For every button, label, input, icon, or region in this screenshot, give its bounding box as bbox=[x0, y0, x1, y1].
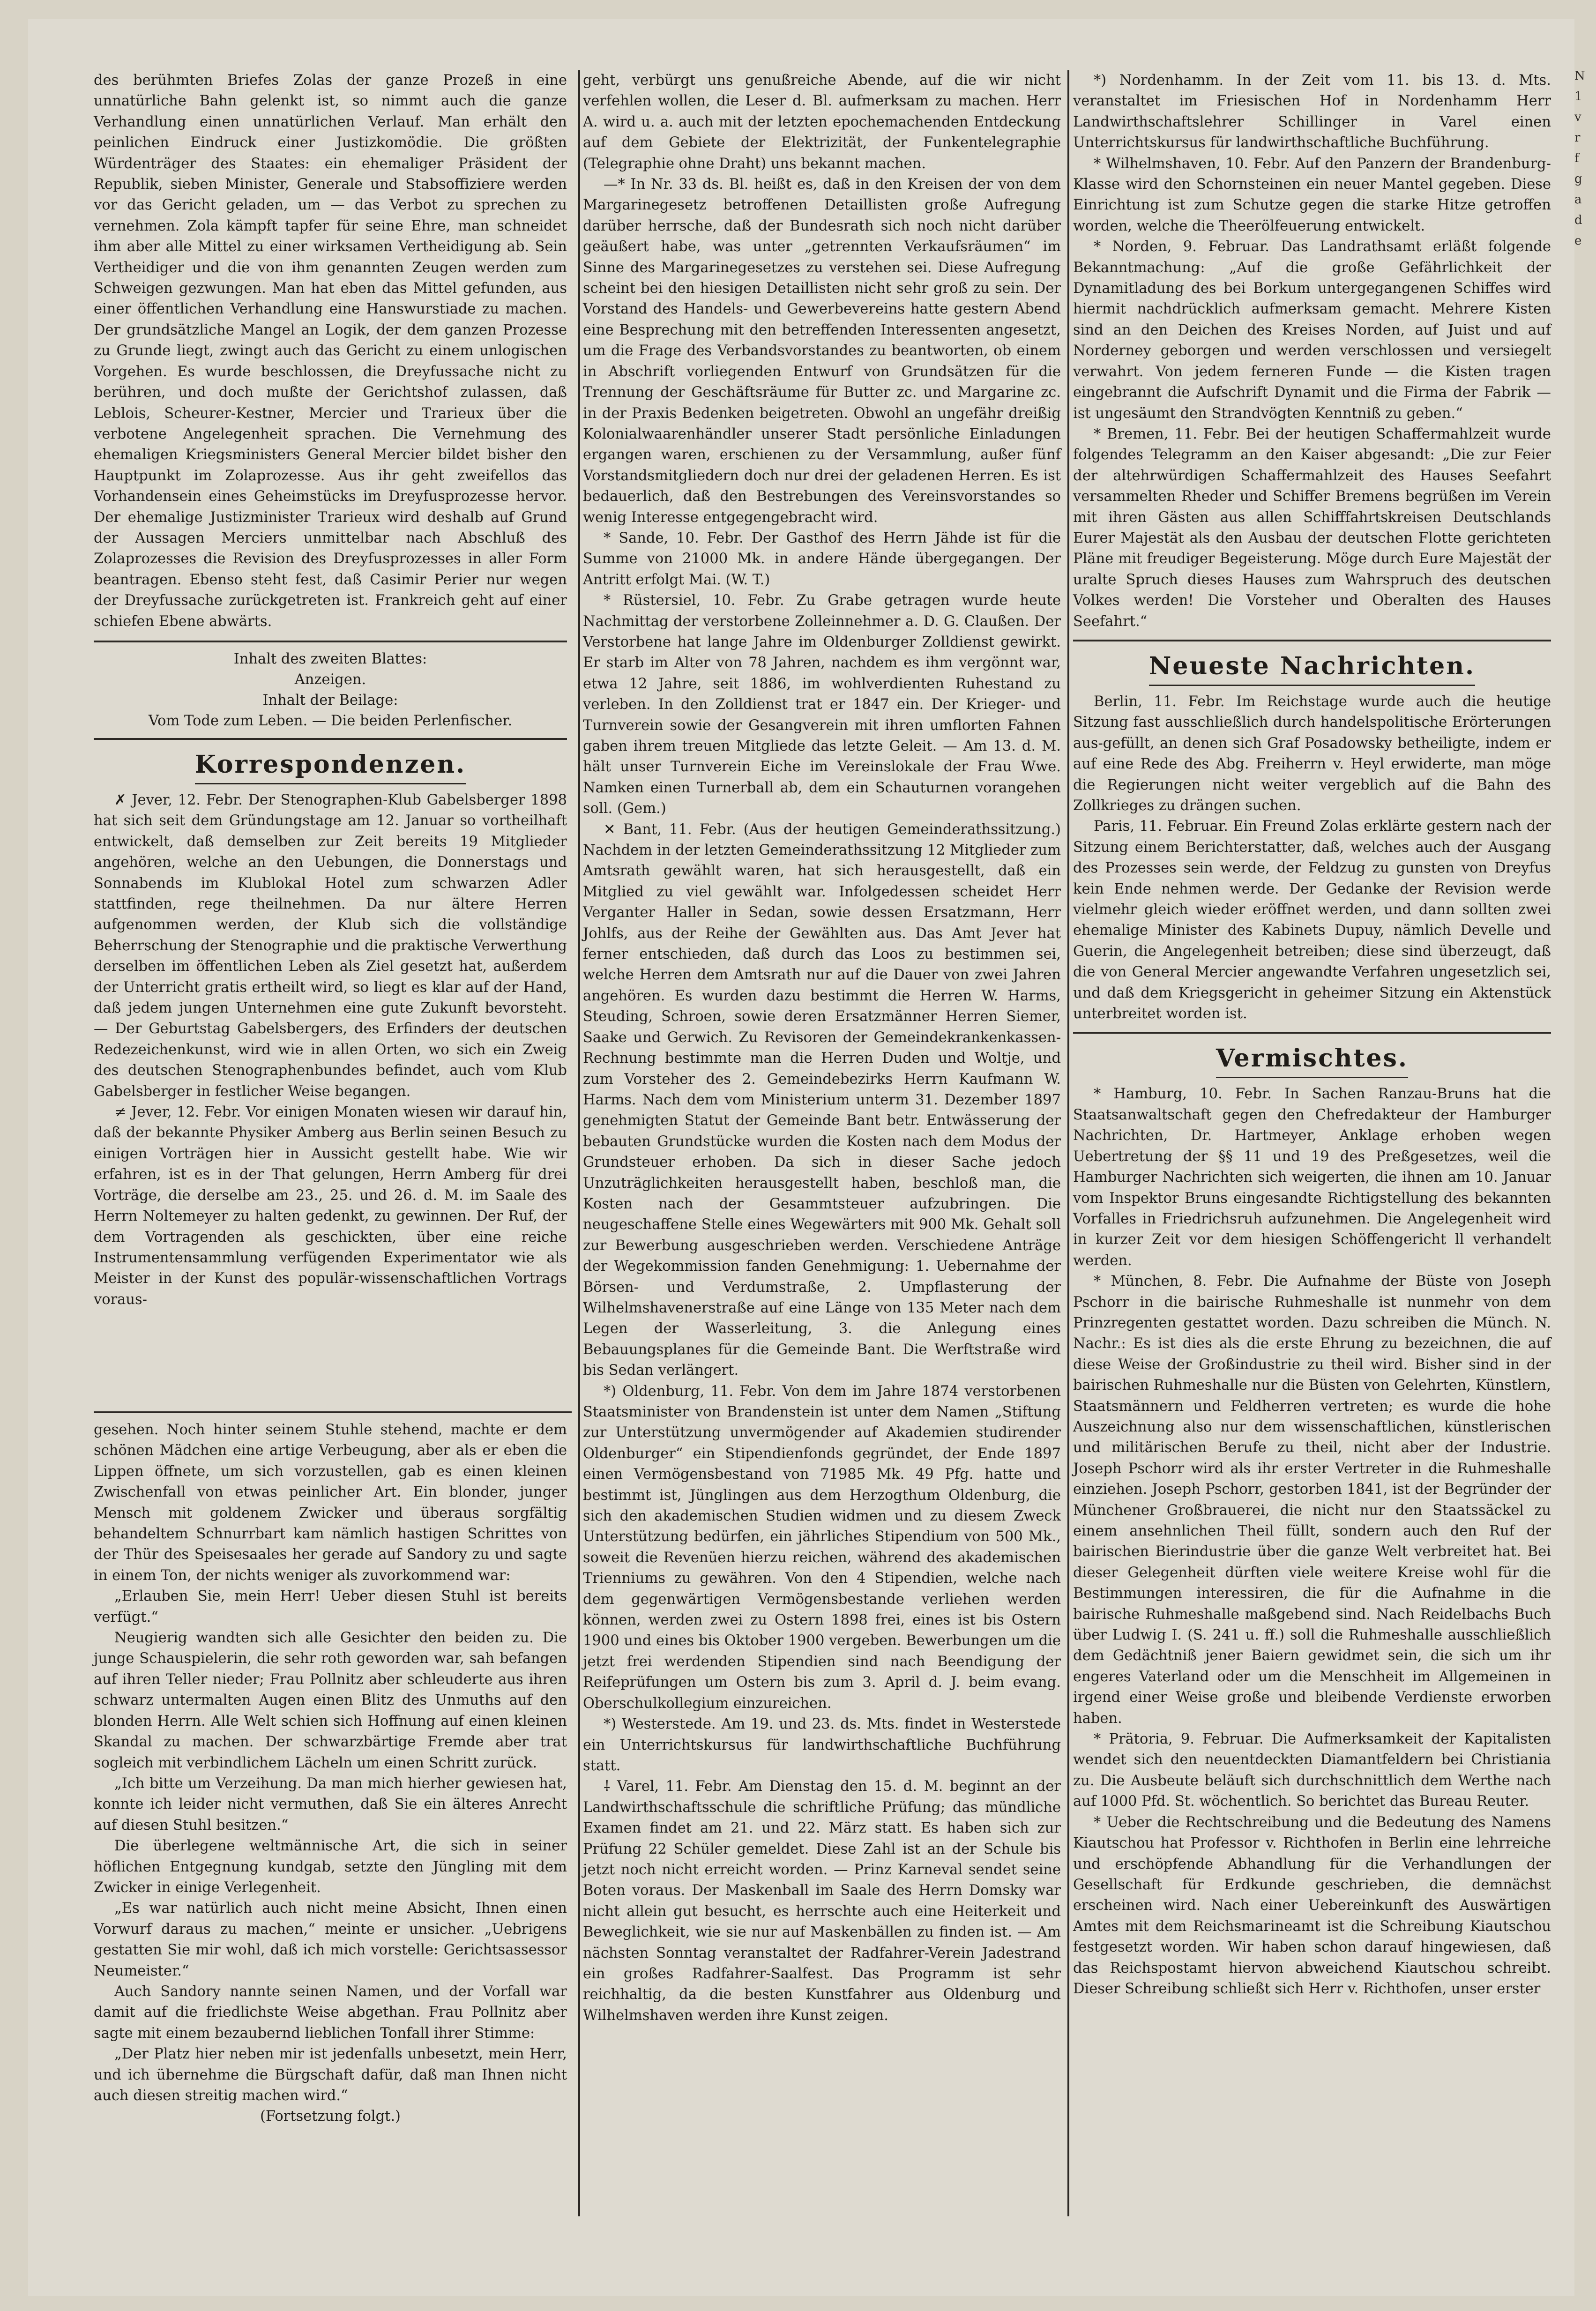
edge-char: d bbox=[1574, 213, 1582, 227]
column-rule-2 bbox=[1067, 70, 1069, 2216]
section-heading-neueste-nachrichten: Neueste Nachrichten. bbox=[1073, 650, 1551, 686]
edge-char: v bbox=[1574, 110, 1581, 124]
story-paragraph: „Erlauben Sie, mein Herr! Ueber diesen Stuhl ist bereits verfügt.“ bbox=[94, 1588, 567, 1625]
continuation-note: (Fortsetzung folgt.) bbox=[260, 2108, 401, 2125]
edge-char: a bbox=[1574, 193, 1582, 207]
column-2 bbox=[583, 70, 1061, 2026]
adjacent-page-edge bbox=[1574, 66, 1596, 2268]
edge-char: 1 bbox=[1574, 89, 1582, 104]
col1-paragraph: des berühmten Briefes Zolas der ganze Prozeß in eine unnatürliche Bahn gelenkt ist, so nimmt auch die ganze Verhandlung einen unnatürlichen Verlauf. Man erhält den peinlichen Eindruck einer Justizkomödie. Die größten Würdenträger des Staates: ein ehemaliger Präsident der Republik, sieben Minister, Generale und Stabsoffiziere werden vor das Gericht geladen, um — das Verbot zu sprechen zu vernehmen. Zola kämpft tapfer für seine Ehre, man schneidet ihm aber alle Mittel zu einer wirksamen Vertheidigung ab. Sein Vertheidiger und die von ihm genannten Zeugen werden zum Schweigen gezwungen. Man hat eben das Mittel gefunden, aus einer öffentlichen Verhandlung eine Hanswurstiade zu machen. Der grundsätzliche Mangel an Logik, der dem ganzen Prozesse zu Grunde liegt, zwingt auch das Gericht zu einem unlogischen Vorgehen. Es wurde beschlossen, die Dreyfussache nicht zu berühren, und doch mußte der Gerichtshof zulassen, daß Leblois, Scheurer-Kestner, Mercier und Trarieux über die verbotene Angelegenheit sprachen. Die Vernehmung des ehemaligen Kriegsministers General Mercier bildet bisher den Hauptpunkt im Zolaprozesse. Aus ihr geht zweifellos das Vorhandensein eines Geheimstücks im Dreyfusprozesse hervor. Der ehemalige Justizminister Trarieux wird deshalb auf Grund der Aussagen Merciers unmittelbar nach Abschluß des Zolaprozesses die Revision des Dreyfusprozesses in aller Form beantragen. Ebenso steht fest, daß Casimir Perier nur wegen der Dreyfussache zurückgetreten ist. Frankreich geht auf einer schiefen Ebene abwärts. bbox=[94, 72, 567, 630]
news-item: ≠ Jever, 12. Febr. Vor einigen Monaten wiesen wir darauf hin, daß der bekannte Physiker Amberg aus Berlin seinen Besuch zu einigen Vorträgen hier in Aussicht gestellt habe. Wie wir erfahren, ist es in der That gelungen, Herrn Amberg für drei Vorträge, die derselbe am 23., 25. und 26. d. M. im Saale des Herrn Noltemeyer zu halten gedenkt, zu gewinnen. Der Ruf, der dem Vortragenden als geschickten, über eine reiche Instrumentensammlung verfügenden Experimentator wie als Meister in der Kunst des populär-wissenschaftlichen Vortrags voraus- bbox=[94, 1104, 567, 1308]
column-1 bbox=[94, 70, 567, 1310]
edge-char: r bbox=[1574, 131, 1581, 145]
news-item: * Norden, 9. Februar. Das Landrathsamt erläßt folgende Bekanntmachung: „Auf die große Gefährlichkeit der Dynamitladung des bei Borkum untergegangenen Schiffes wird hiermit nachdrücklich aufmerksam gemacht. Mehrere Kisten sind an den Deichen des Kreises Norden, auf Juist und auf Norderney geborgen und werden verschlossen und versiegelt verwahrt. Von jedem ferneren Funde — die Kisten tragen eingebrannt die Aufschrift Dynamit und die Firma der Fabrik — ist ungesäumt den Strandvögten Kenntniß zu geben.“ bbox=[1073, 239, 1551, 422]
story-paragraph: gesehen. Noch hinter seinem Stuhle stehend, machte er dem schönen Mädchen eine artige Verbeugung, aber als er eben die Lippen öffnete, um sich vorzustellen, gab es einen kleinen Zwischenfall von etwas peinlicher Art. Ein blonder, junger Mensch mit goldenem Zwicker und überaus sorgfältig behandeltem Schnurrbart kam nämlich hastigen Schrittes von der Thür des Speisesaales her gerade auf Sandory zu und sagte in einem Ton, der nichts weniger als zuvorkommend war: bbox=[94, 1422, 567, 1584]
toc-line: Vom Tode zum Leben. — Die beiden Perlenfischer. bbox=[148, 712, 513, 729]
news-item: * Rüstersiel, 10. Febr. Zu Grabe getragen wurde heute Nachmittag der verstorbene Zolleinnehmer a. D. G. Claußen. Der Verstorbene hat lange Jahre im Oldenburger Zolldienst gewirkt. Er starb im Alter von 78 Jahren, nachdem es ihm vergönnt war, etwa 12 Jahre, seit 1886, im wohlverdienten Ruhestand zu verleben. In den Zolldienst trat er 1847 ein. Der Krieger- und Turnverein sowie der Gesangverein mit ihren umflorten Fahnen gaben ihrem treuen Mitgliede das letzte Geleit. — Am 13. d. M. hält unser Turnverein Eiche im Vereinslokale der Frau Wwe. Namken einen Turnerball ab, dem ein Schauturnen vorangehen soll. (Gem.) bbox=[583, 592, 1061, 817]
toc-line: Inhalt des zweiten Blattes: bbox=[233, 650, 427, 667]
story-paragraph: Neugierig wandten sich alle Gesichter den beiden zu. Die junge Schauspielerin, die sehr roth geworden war, sah befangen auf ihren Teller nieder; Frau Pollnitz aber schleuderte aus ihren schwarz untermalten Augen einen Blitz des Unmuths auf den blonden Herrn. Alle Welt schien sich Hoffnung auf einen kleinen Skandal zu machen. Der schwarzbärtige Fremde aber trat sogleich mit verbindlichem Lächeln um einen Schritt zurück. bbox=[94, 1630, 567, 1771]
news-item: * Hamburg, 10. Febr. In Sachen Ranzau-Bruns hat die Staatsanwaltschaft gegen den Chefredakteur der Hamburger Nachrichten, Dr. Hartmeyer, Anklage erhoben wegen Uebertretung der §§ 11 und 19 des Preßgesetzes, weil die Hamburger Nachrichten sich weigerten, die ihnen am 10. Januar vom Inspektor Bruns eingesandte Richtigstellung des bekannten Vorfalles in Friedrichsruh aufzunehmen. Die Angelegenheit wird in kurzer Zeit vor dem hiesigen Schöffengericht ll verhandelt werden. bbox=[1073, 1086, 1551, 1269]
edge-char: g bbox=[1574, 172, 1582, 186]
col1-top-article bbox=[94, 70, 567, 632]
divider bbox=[94, 738, 567, 740]
news-item: geht, verbürgt uns genußreiche Abende, auf die wir nicht verfehlen wollen, die Leser d. Bl. aufmerksam zu machen. Herr A. wird u. a. auch mit der letzten epochemachenden Entdeckung auf dem Gebiete der Elektrizität, der Funkentelegraphie (Telegraphie ohne Draht) uns bekannt machen. bbox=[583, 72, 1061, 172]
news-item: *) Westerstede. Am 19. und 23. ds. Mts. findet in Westerstede ein Unterrichtskursus für landwirthschaftliche Buchführung statt. bbox=[583, 1716, 1061, 1774]
story-paragraph: „Ich bitte um Verzeihung. Da man mich hierher gewiesen hat, konnte ich leider nicht vermuthen, daß Sie ein älteres Anrecht auf diesen Stuhl besitzen.“ bbox=[94, 1775, 567, 1834]
divider bbox=[94, 641, 567, 642]
toc-line: Anzeigen. bbox=[294, 671, 366, 688]
news-item: * Sande, 10. Febr. Der Gasthof des Herrn Jähde ist für die Summe von 21000 Mk. in andere Hände übergegangen. Der Antritt erfolgt Mai. (W. T.) bbox=[583, 529, 1061, 588]
news-item: ⸸ Varel, 11. Febr. Am Dienstag den 15. d. M. beginnt an der Landwirthschaftsschule die schriftliche Prüfung; das mündliche Examen findet am 21. und 22. März statt. Es haben sich zur Prüfung 22 Schüler gemeldet. Diese Zahl ist an der Schule bis jetzt noch nicht erreicht worden. — Prinz Karneval sendet seine Boten voraus. Der Maskenball im Saale des Herrn Domsky war nicht allein gut besucht, es herrschte auch eine Heiterkeit und Beweglichkeit, wie sie nur auf Maskenbällen zu finden ist. — Am nächsten Sonntag veranstaltet der Radfahrer-Verein Jadestrand ein großes Radfahrer-Saalfest. Das Programm ist sehr reichhaltig, da die besten Kunstfahrer aus Oldenburg und Wilhelmshaven werden ihre Kunst zeigen. bbox=[583, 1778, 1061, 2024]
news-item: * Wilhelmshaven, 10. Febr. Auf den Panzern der Brandenburg-Klasse wird den Schornsteinen ein neuer Mantel gegeben. Diese Einrichtung ist zum Schutze gegen die starke Hitze getroffen worden, welche die Theerölfeuerung entwickelt. bbox=[1073, 155, 1551, 234]
section-heading-korrespondenzen: Korrespondenzen. bbox=[94, 748, 567, 784]
divider bbox=[1073, 1032, 1551, 1034]
story-paragraph: Auch Sandory nannte seinen Namen, und der Vorfall war damit auf die friedlichste Weise abgethan. Frau Pollnitz aber sagte mit einem bezaubernd lieblichen Tonfall ihrer Stimme: bbox=[94, 1983, 567, 2042]
news-item: Paris, 11. Februar. Ein Freund Zolas erklärte gestern nach der Sitzung einem Berichterstatter, daß, welches auch der Ausgang des Prozesses sein werde, der Feldzug zu gunsten von Dreyfus kein Ende nehmen werde. Der Gedanke der Revision werde vielmehr gleich wieder eröffnet werden, und dann sollten zwei ehemalige Minister des Kabinets Dupuy, nämlich Develle und Guerin, die Angelegenheit betreiben; diese sind überzeugt, daß die von General Mercier angewandte Verfahren ungesetzlich sei, und daß dem Kriegsgericht in geheimer Sitzung ein Aktenstück unterbreitet worden ist. bbox=[1073, 818, 1551, 1022]
toc-line: Inhalt der Beilage: bbox=[262, 692, 398, 708]
news-item: *) Oldenburg, 11. Febr. Von dem im Jahre 1874 verstorbenen Staatsminister von Brandenstein ist unter dem Namen „Stiftung zur Unterstützung unvermögender auf Akademien studirender Oldenburger“ ein Stipendienfonds gegründet, der Ende 1897 einen Vermögensbestand von 71985 Mk. 49 Pfg. hatte und bestimmt ist, Jünglingen aus dem Herzogthum Oldenburg, die sich den akademischen Studien widmen und zu diesem Zweck Unterstützung bedürfen, ein jährliches Stipendium von 500 Mk., soweit die Revenüen hierzu reichen, während des akademischen Trienniums zu gewähren. Von den 4 Stipendien, welche nach dem gegenwärtigen Vermögensbestande verliehen werden können, werden zwei zu Ostern 1898 frei, eines ist bis Ostern 1900 und eines bis Oktober 1900 vergeben. Bewerbungen um die jetzt frei werdenden Stipendien sind nach Beendigung der Reifeprüfungen um Ostern bis zum 3. April d. J. beim evang. Oberschulkollegium einzureichen. bbox=[583, 1383, 1061, 1712]
news-item: Berlin, 11. Febr. Im Reichstage wurde auch die heutige Sitzung fast ausschließlich durch handelspolitische Erörterungen aus-gefüllt, an denen sich Graf Posadowsky betheiligte, indem er auf eine Rede des Abg. Freiherrn v. Heyl erwiderte, man möge die Regierungen nicht weiter vergeblich auf die Bahn des Zollkrieges zu drängen suchen. bbox=[1073, 693, 1551, 814]
divider bbox=[1073, 640, 1551, 641]
news-item: * Bremen, 11. Febr. Bei der heutigen Schaffermahlzeit wurde folgendes Telegramm an den Kaiser abgesandt: „Die zur Feier der altehrwürdigen Schaffermahlzeit des Hauses Seefahrt versammelten Rheder und Schiffer Bremens begrüßen im Verein mit ihren Gästen aus allen Schifffahrtskreisen Deutschlands Eurer Majestät als den Ausbau der deutschen Flotte gerichteten Pläne mit freudiger Begeisterung. Möge durch Eure Majestät der uralte Spruch dieses Hauses zum Wahrspruch des deutschen Volkes werden! Die Vorsteher und Oberalten des Hauses Seefahrt.“ bbox=[1073, 425, 1551, 630]
column-rule-1 bbox=[578, 70, 580, 2216]
news-item: * Prätoria, 9. Februar. Die Aufmerksamkeit der Kapitalisten wendet sich den neuentdeckten Diamantfeldern bei Christiania zu. Die Ausbeute beläuft sich durchschnittlich dem Werthe nach auf 1000 Pfd. St. wöchentlich. So berichtet das Bureau Reuter. bbox=[1073, 1731, 1551, 1810]
news-item: * München, 8. Febr. Die Aufnahme der Büste von Joseph Pschorr in die bairische Ruhmeshalle ist nunmehr von dem Prinzregenten gestattet worden. Dazu schreiben die Münch. N. Nachr.: Es ist dies als die erste Ehrung zu bezeichnen, die auf diese Weise der Großindustrie zu theil wird. Bisher sind in der bairischen Ruhmeshalle nur die Büsten von Gelehrten, Künstlern, Staatsmännern und Feldherren vertreten; es wurde die hohe Auszeichnung also nur dem wissenschaftlichen, künstlerischen und militärischen Berufe zu theil, nicht aber der Industrie. Joseph Pschorr wird als ihr erster Vertreter in die Ruhmeshalle einziehen. Joseph Pschorr, gestorben 1841, ist der Begründer der Münchener Großbrauerei, die nicht nur den Staatssäckel zu einem ansehnlichen Theil füllt, sondern auch den Ruf der bairischen Bierindustrie über die ganze Welt verbreitet hat. Bei dieser Gelegenheit dürften viele weitere Kreise wohl für die Bestimmungen interessiren, die für die Aufnahme in die bairische Ruhmeshalle maßgebend sind. Nach Reidelbachs Buch über Ludwig I. (S. 241 u. ff.) soll die Ruhmeshalle ausschließlich dem Gedächtniß jener Baiern gewidmet sein, die sich um ihr engeres Vaterland oder um die Menschheit im Allgemeinen in irgend einer Weise große und bleibende Verdienste erworben haben. bbox=[1073, 1273, 1551, 1727]
news-item: ✗ Jever, 12. Febr. Der Stenographen-Klub Gabelsberger 1898 hat sich seit dem Gründungstage am 12. Januar so vortheilhaft entwickelt, daß demselben zur Zeit bereits 19 Mitglieder angehören, welche an den Uebungen, die Donnerstags und Sonnabends im Klublokal Hotel zum schwarzen Adler stattfinden, rege theilnehmen. Da nur ältere Herren aufgenommen werden, der Klub sich die vollständige Beherrschung der Stenographie und die praktische Verwerthung derselben im öffentlichen Leben als Ziel gesetzt hat, außerdem der Unterricht gratis ertheilt wird, so liegt es klar auf der Hand, daß jedem jungen Unternehmen eine gute Zukunft bevorsteht. — Der Geburtstag Gabelsbergers, des Erfinders der deutschen Redezeichenkunst, wird wie in allen Orten, wo sich ein Zweig des deutschen Stenographenbundes befindet, auch vom Klub Gabelsberger in festlicher Weise begangen. bbox=[94, 791, 567, 1100]
contents-box bbox=[94, 649, 567, 731]
news-item: *) Nordenhamm. In der Zeit vom 11. bis 13. d. Mts. veranstaltet im Friesischen Hof in Nordenhamm Herr Landwirthschaftslehrer Schillinger in Varel einen Unterrichtskursus für landwirthschaftliche Buchführung. bbox=[1073, 72, 1551, 151]
story-paragraph: Die überlegene weltmännische Art, die sich in seiner höflichen Entgegnung kundgab, setzte den Jüngling mit dem Zwicker in einige Verlegenheit. bbox=[94, 1838, 567, 1896]
edge-char: N bbox=[1574, 69, 1585, 83]
story-paragraph: „Es war natürlich auch nicht meine Absicht, Ihnen einen Vorwurf daraus zu machen,“ meinte er unsicher. „Uebrigens gestatten Sie mir wohl, daß ich mich vorstelle: Gerichtsassessor Neumeister.“ bbox=[94, 1900, 567, 1979]
feuilleton-rule bbox=[94, 1411, 572, 1413]
news-item: —* In Nr. 33 ds. Bl. heißt es, daß in den Kreisen der von dem Margarinegesetz betroffenen Detaillisten große Aufregung darüber herrsche, daß der Bundesrath sich noch nicht darüber geäußert habe, was unter „getrennten Verkaufsräumen“ im Sinne des Margarinegesetzes zu verstehen sei. Diese Aufregung scheint bei den hiesigen Detaillisten nicht sehr groß zu sein. Der Vorstand des Handels- und Gewerbevereins hatte gestern Abend eine Besprechung mit den betreffenden Interessenten angesetzt, um die Frage des Verbandsvorstandes zu beantworten, ob einem in Abschrift vorliegenden Entwurf von Grundsätzen für die Trennung der Geschäftsräume für Butter zc. und Margarine zc. in der Praxis Bedenken beigetreten. Obwohl an ungefähr dreißig Kolonialwaarenhändler unserer Stadt persönliche Einladungen ergangen waren, erschienen zu der Versammlung, außer fünf Vorstandsmitgliedern doch nur drei der geladenen Herren. Es ist bedauerlich, daß den Bestrebungen des Vereinsvorstandes so wenig Interesse entgegengebracht wird. bbox=[583, 176, 1061, 526]
feuilleton bbox=[94, 1420, 567, 2127]
section-heading-vermischtes: Vermischtes. bbox=[1073, 1042, 1551, 1078]
news-item: ✕ Bant, 11. Febr. (Aus der heutigen Gemeinderathssitzung.) Nachdem in der letzten Gemeinderathssitzung 12 Mitglieder zum Amtsrath gewählt waren, hat sich herausgestellt, daß ein Mitglied zu viel gewählt war. Infolgedessen scheidet Herr Verganter Haller in Sedan, sowie dessen Ersatzmann, Herr Johlfs, aus der Reihe der Gewählten aus. Das Amt Jever hat ferner entschieden, daß durch das Loos zu bestimmen sei, welche Herren dem Amtsrath nur auf die Dauer von zwei Jahren angehören. Es wurden dazu bestimmt die Herren W. Harms, Steuding, Schroen, sowie deren Ersatzmänner Herren Siemer, Saake und Gerwich. Zu Revisoren der Gemeindekrankenkassen-Rechnung bestimmte man die Herren Duden und Woltje, und zum Vorsteher des 2. Gemeindebezirks Herrn Kaufmann W. Harms. Nach dem vom Ministerium unterm 31. Dezember 1897 genehmigten Statut der Gemeinde Bant betr. Entwässerung der bebauten Grundstücke wurden die Kosten nach dem Modus der Grundsteuer erhoben. Da sich in dieser Sache jedoch Unzuträglichkeiten herausgestellt haben, beschloß man, die Kosten nach der Gesammtsteuer aufzubringen. Die neugeschaffene Stelle eines Wegewärters mit 900 Mk. Gehalt soll zur Bewerbung ausgeschrieben werden. Verschiedene Anträge der Wegekommission fanden Genehmigung: 1. Uebernahme der Börsen- und Verdumstraße, 2. Umpflasterung der Wilhelmshavenerstraße auf eine Länge von 135 Meter nach dem Legen der Wasserleitung, 3. die Anlegung eines Bebauungsplanes für die Gemeinde Bant. Die Werftstraße wird bis Sedan verlängert. bbox=[583, 821, 1061, 1379]
edge-char: e bbox=[1574, 234, 1582, 248]
edge-char: f bbox=[1574, 151, 1579, 165]
story-paragraph: „Der Platz hier neben mir ist jedenfalls unbesetzt, mein Herr, und ich übernehme die Bürgschaft dafür, daß man Ihnen nicht auch diesen streitig machen wird.“ bbox=[94, 2046, 567, 2104]
column-3 bbox=[1073, 70, 1551, 1999]
news-item: * Ueber die Rechtschreibung und die Bedeutung des Namens Kiautschou hat Professor v. Richthofen in Berlin eine lehrreiche und erschöpfende Abhandlung für die Verhandlungen der Gesellschaft für Erdkunde geschrieben, die demnächst erscheinen wird. Nach einer Uebereinkunft des Auswärtigen Amtes mit dem Reichsmarineamt ist die Schreibung Kiautschou festgesetzt worden. Wir haben schon darauf hingewiesen, daß das Reichspostamt hiervon abweichend Kiautschou schreibt. Dieser Schreibung schließt sich Herr v. Richthofen, unser erster bbox=[1073, 1814, 1551, 1997]
